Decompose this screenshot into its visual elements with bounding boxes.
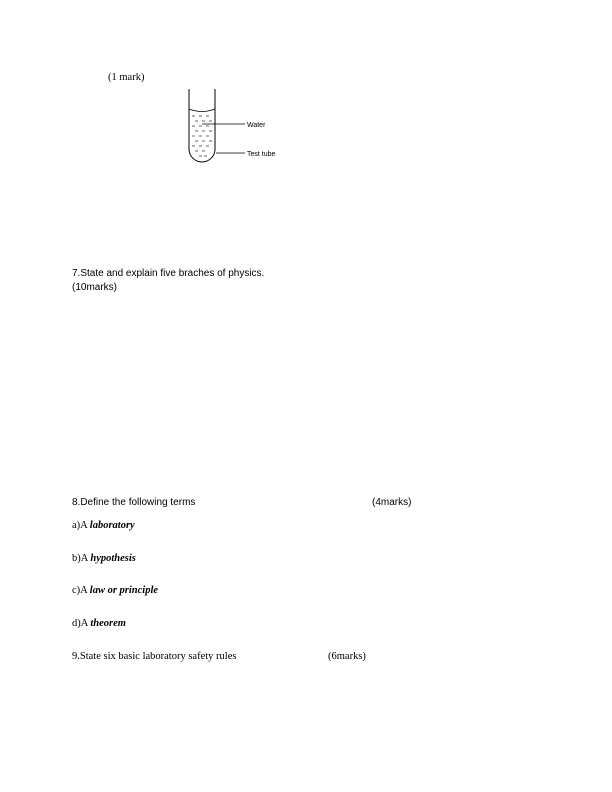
- q8-item-prefix: d)A: [72, 618, 91, 629]
- water-fill: [192, 116, 212, 156]
- q8-item-b: [72, 553, 136, 564]
- question6-marks: (1 mark): [108, 72, 145, 83]
- test-tube-diagram: [180, 86, 290, 172]
- q8-item-prefix: a)A: [72, 520, 90, 531]
- q8-item-prefix: c)A: [72, 585, 90, 596]
- q8-item-term: law or principle: [89, 585, 159, 596]
- question8-text: 8.Define the following terms: [72, 497, 196, 508]
- q8-item-prefix: b)A: [72, 553, 91, 564]
- q8-item-d: [72, 618, 126, 629]
- q8-item-c: [72, 585, 158, 596]
- question7-marks: (10marks): [72, 282, 118, 293]
- question9-text: 9.State six basic laboratory safety rules: [72, 651, 237, 662]
- q8-item-term: hypothesis: [90, 553, 136, 564]
- question7-text: 7.State and explain five braches of physics.: [72, 268, 265, 279]
- q8-item-term: laboratory: [89, 520, 135, 531]
- water-surface: [189, 109, 215, 112]
- q8-item-a: [72, 520, 135, 531]
- q8-item-term: theorem: [90, 618, 126, 629]
- question9-marks: (6marks): [328, 651, 366, 662]
- question8-marks: (4marks): [372, 497, 412, 508]
- test-tube-label: Test tube: [247, 151, 276, 158]
- water-label: Water: [247, 122, 266, 129]
